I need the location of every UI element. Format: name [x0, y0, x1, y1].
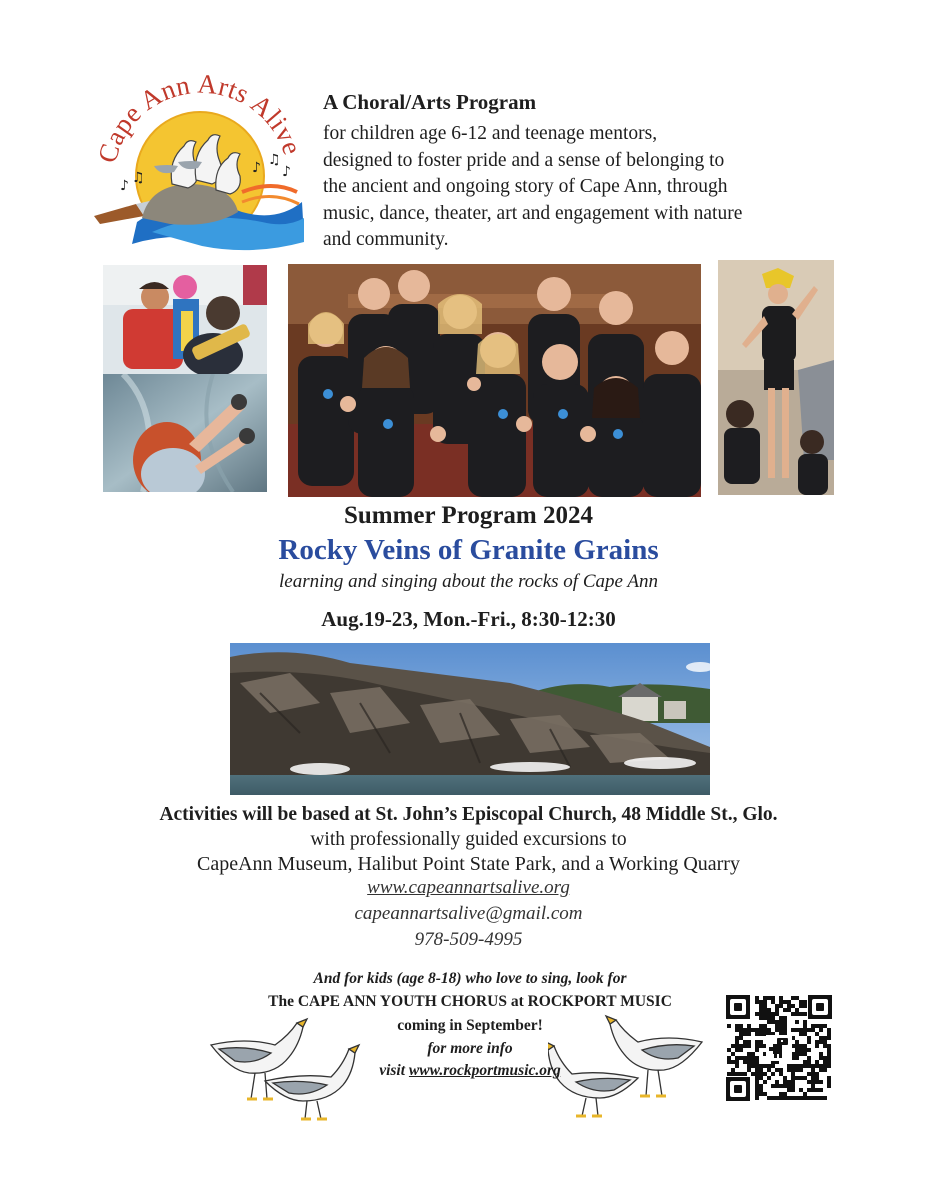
svg-text:♪: ♪: [252, 160, 261, 176]
contact-phone: 978-509-4995: [414, 929, 523, 950]
program-intro: [323, 90, 843, 254]
program-subtitle: learning and singing about the rocks of Cape Ann: [279, 571, 658, 592]
performer-photo: [718, 260, 834, 495]
svg-text:♪: ♪: [282, 164, 291, 180]
intro-line: music, dance, theater, art and engagement with nature: [323, 202, 743, 224]
youth-chorus-name: The CAPE ANN YOUTH CHORUS at ROCKPORT MUSIC: [268, 993, 672, 1010]
summer-program-title: Summer Program 2024: [343, 502, 594, 529]
children-choir-photo: [288, 264, 701, 497]
youth-chorus-intro: And for kids (age 8-18) who love to sing, look for: [313, 970, 627, 987]
intro-line: for children age 6-12 and teenage mentors,: [323, 123, 658, 144]
program-heading: A Choral/Arts Program: [323, 90, 537, 114]
cape-ann-arts-alive-logo: [92, 72, 310, 256]
intro-line: and community.: [323, 229, 449, 250]
excursion-places: CapeAnn Museum, Halibut Point State Park, and a Working Quarry: [197, 853, 740, 875]
activities-location: Activities will be based at St. John’s Episcopal Church, 48 Middle St., Glo.: [159, 804, 778, 825]
visit-label: visit: [379, 1062, 406, 1079]
intro-line: designed to foster pride and a sense of belonging to: [323, 149, 725, 171]
youth-chorus-timing: coming in September!: [397, 1017, 543, 1034]
intro-line: the ancient and ongoing story of Cape Ann, through: [323, 176, 728, 197]
more-info-label: for more info: [427, 1040, 513, 1057]
rocky-shore-photo: [230, 643, 710, 795]
kids-guitar-photo: [103, 265, 267, 374]
svg-text:♪: ♪: [120, 178, 129, 194]
website-link[interactable]: www.capeannartsalive.org: [367, 877, 570, 898]
hands-on-rock-photo: [103, 374, 267, 492]
visit-line: [200, 1062, 740, 1080]
excursions-text: with professionally guided excursions to: [310, 829, 627, 850]
svg-text:♫: ♫: [268, 152, 281, 168]
qr-code[interactable]: [724, 993, 834, 1103]
logo-text: Cape Ann Arts Alive: [92, 72, 308, 167]
program-theme-title: Rocky Veins of Granite Grains: [278, 534, 659, 566]
svg-text:♫: ♫: [132, 170, 145, 186]
program-dates: Aug.19-23, Mon.-Fri., 8:30-12:30: [321, 607, 616, 631]
contact-email[interactable]: capeannartsalive@gmail.com: [354, 903, 583, 924]
rockport-music-link[interactable]: www.rockportmusic.org: [408, 1062, 561, 1079]
